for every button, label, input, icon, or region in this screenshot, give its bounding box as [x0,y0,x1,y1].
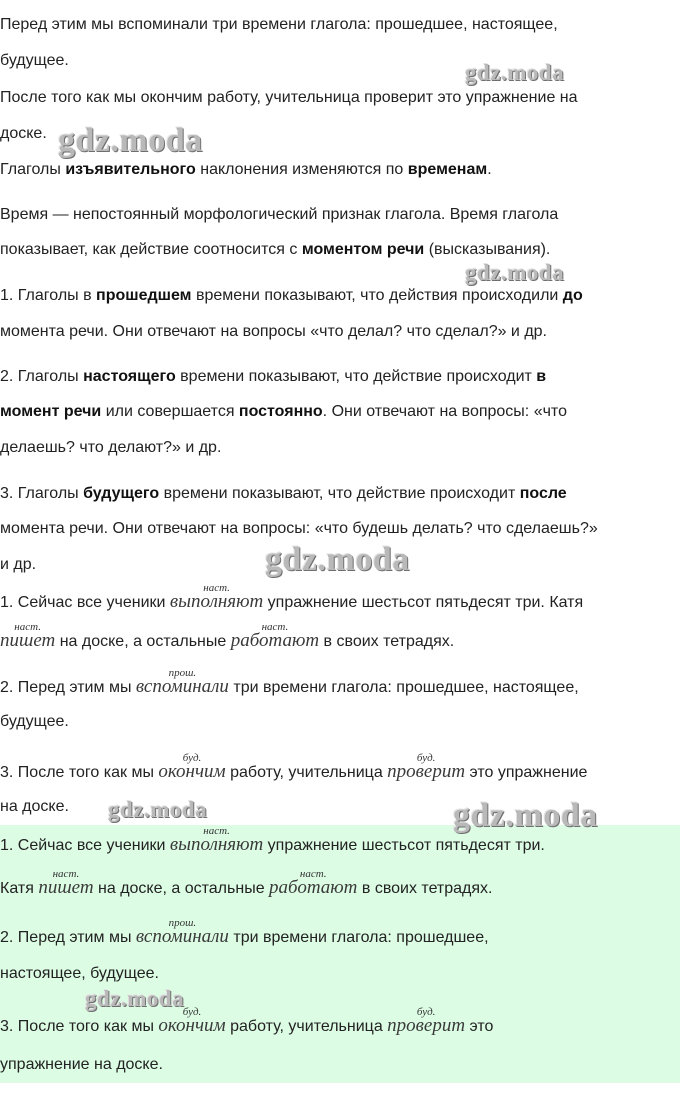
intro-line-1: Перед этим мы вспоминали три времени глагола: прошедшее, настоящее, [0,16,558,33]
answer-highlight [0,825,680,1083]
rule-line-2: Время — непостоянный морфологический признак глагола. Время глагола [0,206,559,223]
answer-2-line-1: 2. Перед этим мы прош. вспоминали три времени глагола: прошедшее, [0,917,489,947]
future-rule-line-1: 3. Глаголы будущего времени показывают, что действие происходит после [0,485,567,502]
answer-1-line-2: Катя наст. пишет на доске, а остальные наст. работают в своих тетрадях. [0,868,493,898]
verb-pishet: наст. пишет [0,621,56,651]
future-rule-line-2: момента речи. Они отвечают на вопросы: «что будешь делать? что сделаешь?» [0,520,598,537]
answer-verb-vspominali: прош. вспоминали [135,917,229,947]
verb-okonchim: буд. окончим [158,752,226,782]
past-rule-line-2: момента речи. Они отвечают на вопросы «что делал? что сделал?» и др. [0,323,547,340]
present-rule-line-1: 2. Глаголы настоящего времени показывают, что действие происходит в [0,368,547,385]
watermark: gdz.moda [85,986,185,1011]
verb-vypolnyayut: наст. выполняют [169,582,264,612]
intro-line-4: доске. [0,125,47,142]
rule-line-1: Глаголы изъявительного наклонения изменяются по временам. [0,161,492,178]
present-rule-line-2: момент речи или совершается постоянно. Они отвечают на вопросы: «что [0,403,567,420]
answer-1-line-1: 1. Сейчас все ученики наст. выполняют упражнение шестьсот пятьдесят три. [0,825,545,855]
answer-verb-proverit: буд. проверит [387,1006,466,1036]
watermark: gdz.moda [58,122,203,159]
rule-line-3: показывает, как действие соотносится с моментом речи (высказывания). [0,241,551,258]
verb-proverit: буд. проверит [387,752,466,782]
intro-line-3: После того как мы окончим работу, учительница проверит это упражнение на [0,89,578,106]
answer-3-line-1: 3. После того как мы буд. окончим работу, учительница буд. проверит это [0,1006,494,1036]
example-3-line-2: на доске. [0,798,69,815]
watermark: gdz.moda [108,797,208,822]
example-2-line-1: 2. Перед этим мы прош. вспоминали три времени глагола: прошедшее, настоящее, [0,667,579,697]
future-rule-line-3: и др. [0,556,37,573]
watermark: gdz.moda [265,541,410,578]
answer-verb-vypolnyayut: наст. выполняют [169,825,264,855]
answer-3-line-2: упражнение на доске. [0,1056,163,1073]
past-rule-line-1: 1. Глаголы в прошедшем времени показывают, что действия происходили до [0,287,583,304]
answer-verb-okonchim: буд. окончим [158,1006,226,1036]
watermark: gdz.moda [453,797,598,834]
answer-2-line-2: настоящее, будущее. [0,965,159,982]
example-2-line-2: будущее. [0,713,69,730]
present-rule-line-3: делаешь? что делают?» и др. [0,439,222,456]
example-1-line-2: наст. пишет на доске, а остальные наст. работают в своих тетрадях. [0,621,455,651]
intro-line-2: будущее. [0,52,69,69]
example-3-line-1: 3. После того как мы буд. окончим работу, учительница буд. проверит это упражнение [0,752,588,782]
watermark: gdz.moda [465,60,565,85]
example-1-line-1: 1. Сейчас все ученики наст. выполняют упражнение шестьсот пятьдесят три. Катя [0,582,584,612]
verb-vspominali: прош. вспоминали [135,667,229,697]
answer-verb-rabotayut: наст. работают [269,868,358,898]
answer-verb-pishet: наст. пишет [38,868,94,898]
verb-rabotayut: наст. работают [230,621,320,651]
watermark: gdz.moda [465,260,565,285]
